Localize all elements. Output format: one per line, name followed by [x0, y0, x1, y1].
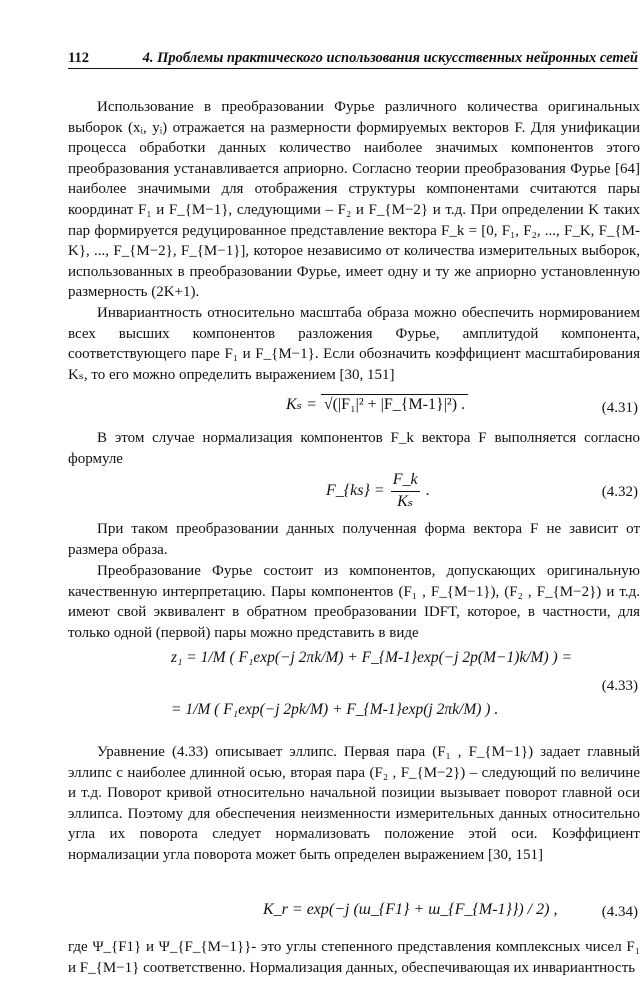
paragraph-5-block	[68, 561, 640, 643]
eq433-line-2: = 1/M ( F₁exp(−j 2pk/M) + F_{M-1}exp(j 2πk/M) ) .	[171, 701, 499, 718]
eq431-body: √(|F₁|² + |F_{M-1}|²) .	[321, 394, 468, 416]
eq433-line-1: z₁ = 1/M ( F₁exp(−j 2πk/M) + F_{M-1}exp(−j 2p(M−1)k/M) ) =	[171, 649, 572, 666]
eq431-number: (4.31)	[601, 400, 638, 416]
eq431-lhs: Kₛ =	[286, 396, 321, 413]
paragraph-5: Преобразование Фурье состоит из компонентов, допускающих оригинальную качественную интерпретацию. Пары компонентов (F₁ , F_{M−1}), (F₂ , F_{M−2}) и т.д. имеют свой эквивалент в обратном преобразовании IDFT, которое, в частности, для только одной (первой) пары можно представить в виде	[68, 563, 640, 641]
running-title: 4. Проблемы практического использования искусственных нейронных сетей	[142, 50, 638, 66]
eq432-tail: .	[421, 481, 430, 499]
eq433-number: (4.33)	[601, 678, 638, 694]
paragraph-3: В этом случае нормализация компонентов F_k вектора F выполняется согласно формуле	[68, 430, 640, 467]
paragraph-4: При таком преобразовании данных полученная форма вектора F не зависит от размера образа.	[68, 521, 640, 558]
paragraph-1: Использование в преобразовании Фурье различного количества оригинальных выборок (xᵢ, yᵢ) отражается на размерности формируемых векторов F. Для унификации процесса обработки данных количество наиболее значимых компонентов этого преобразования устанавливается априорно. Согласно теории преобразования Фурье [64] наиболее значимыми для отображения структуры компонентами считаются пары координат F₁ и F_{M−1}, следующими – F₂ и F_{M−2} и т.д. При определении K таких пар формируется редуцированное представление вектора F_k = [0, F₁, F₂, ..., F_K, F_{M-K}, ..., F_{M−2}, F_{M−1}], которое независимо от количества измерительных выборок, использованных в преобразовании Фурье, имеет одну и ту же априорно установленную размерность (2K+1).	[68, 99, 640, 301]
equation-4-34	[68, 890, 640, 934]
page-number: 112	[68, 50, 89, 66]
eq432-number: (4.32)	[601, 484, 638, 500]
eq432-fraction	[391, 470, 420, 512]
page-header	[68, 46, 638, 69]
eq434-number: (4.34)	[601, 904, 638, 920]
paragraph-2: Инвариантность относительно масштаба образа можно обеспечить нормированием всех высших компонентов разложения Фурье, амплитудой компонента, соответствующего паре F₁ и F_{M−1}. Если обозначить коэффициент масштабирования Kₛ, то его можно определить выражением [30, 151]	[68, 305, 640, 383]
paragraph-7-block	[68, 937, 640, 978]
eq432-numerator: F_k	[392, 471, 418, 488]
paragraph-7: где Ψ_{F1} и Ψ_{F_{M−1}}- это углы степенного представления комплексных чисел F₁ и F_{M−1} соответственно. Нормализация данных, обеспечивающая их инвариантность	[68, 939, 640, 976]
paragraph-6-block	[68, 742, 640, 866]
paragraph-2-block	[68, 303, 640, 385]
eq434-body: (−j (ш_{F1} + ш_{F_{M-1}}) / 2) ,	[328, 901, 558, 918]
equation-4-32	[68, 470, 640, 514]
paragraph-4-block	[68, 519, 640, 560]
eq432-denominator: Kₛ	[391, 491, 420, 513]
equation-4-33	[68, 640, 640, 740]
paragraph-1-block	[68, 97, 640, 303]
paragraph-3-block	[68, 428, 640, 469]
eq434-lhs: K_r = exp	[263, 901, 329, 918]
eq432-lhs: F_{ks} =	[326, 481, 389, 499]
equation-4-31	[68, 390, 640, 424]
paragraph-6: Уравнение (4.33) описывает эллипс. Первая пара (F₁ , F_{M−1}) задает главный эллипс с наиболее длинной осью, вторая пара (F₂ , F_{M−2}) – следующий по величине и т.д. Поворот кривой относительно начальной позиции вызывает поворот главной оси эллипса. Поэтому для обеспечения неизменности измерительных данных относительно угла их поворота следует нормализовать положение этой оси. Коэффициент нормализации угла поворота может быть определен выражением [30, 151]	[68, 744, 640, 863]
